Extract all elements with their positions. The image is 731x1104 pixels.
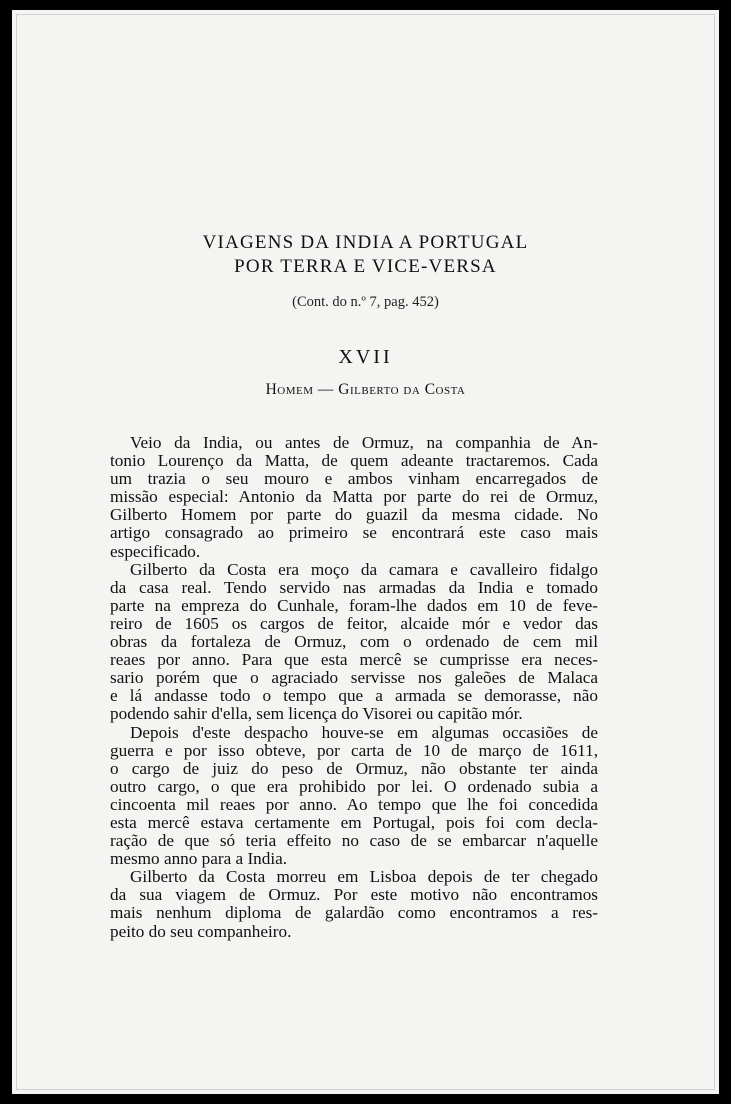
text-line: ração de que só teria effeito no caso de se embarcar n'aquelle: [110, 831, 598, 851]
text-line: um trazia o seu mouro e ambos vinham encarregados de: [110, 469, 598, 489]
text-line: esta mercê estava certamente em Portugal, pois foi com decla-: [110, 812, 598, 832]
paragraph: [110, 561, 598, 724]
text-line: obras da fortaleza de Ormuz, com o ordenado de cem mil: [110, 632, 598, 652]
text-line: reiro de 1605 os cargos de feitor, alcaide mór e vedor das: [110, 613, 598, 633]
text-line: sario porém que o agraciado servisse nos galeões de Malaca: [110, 668, 598, 688]
text-line: da casa real. Tendo servido nas armadas da India e tomado: [110, 577, 598, 597]
document-page: [12, 10, 719, 1094]
text-line: guerra e por isso obteve, por carta de 10 de março de 1611,: [110, 740, 598, 760]
text-line: o cargo de juiz do peso de Ormuz, não obstante ter ainda: [110, 758, 598, 778]
title-line-1: VIAGENS DA INDIA A PORTUGAL: [202, 232, 529, 253]
text-line: Veio da India, ou antes de Ormuz, na companhia de An-: [130, 433, 598, 452]
text-line: parte na empreza do Cunhale, foram-lhe dados em 10 de feve-: [110, 595, 598, 615]
text-line: mesmo anno para a India.: [110, 849, 288, 869]
text-line: mais nenhum diploma de galardão como encontramos a res-: [110, 903, 598, 923]
text-line: outro cargo, o que era prohibido por lei. O ordenado subia a: [110, 776, 598, 796]
text-line: tonio Lourenço da Matta, de quem adeante tractaremos. Cada: [110, 451, 598, 471]
text-line: Gilberto da Costa morreu em Lisboa depois de ter chegado: [130, 867, 598, 887]
text-line: cincoenta mil reaes por anno. Ao tempo que lhe foi concedida: [110, 794, 598, 814]
text-line: reaes por anno. Para que esta mercê se cumprisse era neces-: [110, 650, 598, 670]
continuation-note: (Cont. do n.º 7, pag. 452): [292, 294, 439, 310]
text-line: peito do seu companheiro.: [110, 921, 292, 941]
title-line-2: POR TERRA E VICE-VERSA: [234, 256, 497, 277]
body-text: [110, 434, 598, 941]
section-subtitle: Homem — Gilberto da Costa: [265, 381, 466, 398]
text-line: e lá andasse todo o tempo que a armada se demorasse, não: [110, 686, 598, 706]
text-line: Gilberto da Costa era moço da camara e cavalleiro fidalgo: [130, 559, 598, 579]
text-line: podendo sahir d'ella, sem licença do Visorei ou capitão mór.: [110, 704, 523, 724]
text-line: da sua viagem de Ormuz. Por este motivo não encontramos: [110, 885, 598, 905]
paragraph: [110, 724, 598, 869]
paragraph: [110, 434, 598, 561]
paragraph: [110, 868, 598, 940]
text-line: missão especial: Antonio da Matta por parte do rei de Ormuz,: [110, 487, 598, 507]
text-line: Depois d'este despacho houve-se em algumas occasiões de: [130, 722, 598, 742]
text-line: Gilberto Homem por parte do guazil da mesma cidade. No: [110, 505, 598, 525]
chapter-number: XVII: [338, 346, 393, 368]
text-line: especificado.: [110, 541, 201, 561]
text-line: artigo consagrado ao primeiro se encontrará este caso mais: [110, 523, 598, 543]
